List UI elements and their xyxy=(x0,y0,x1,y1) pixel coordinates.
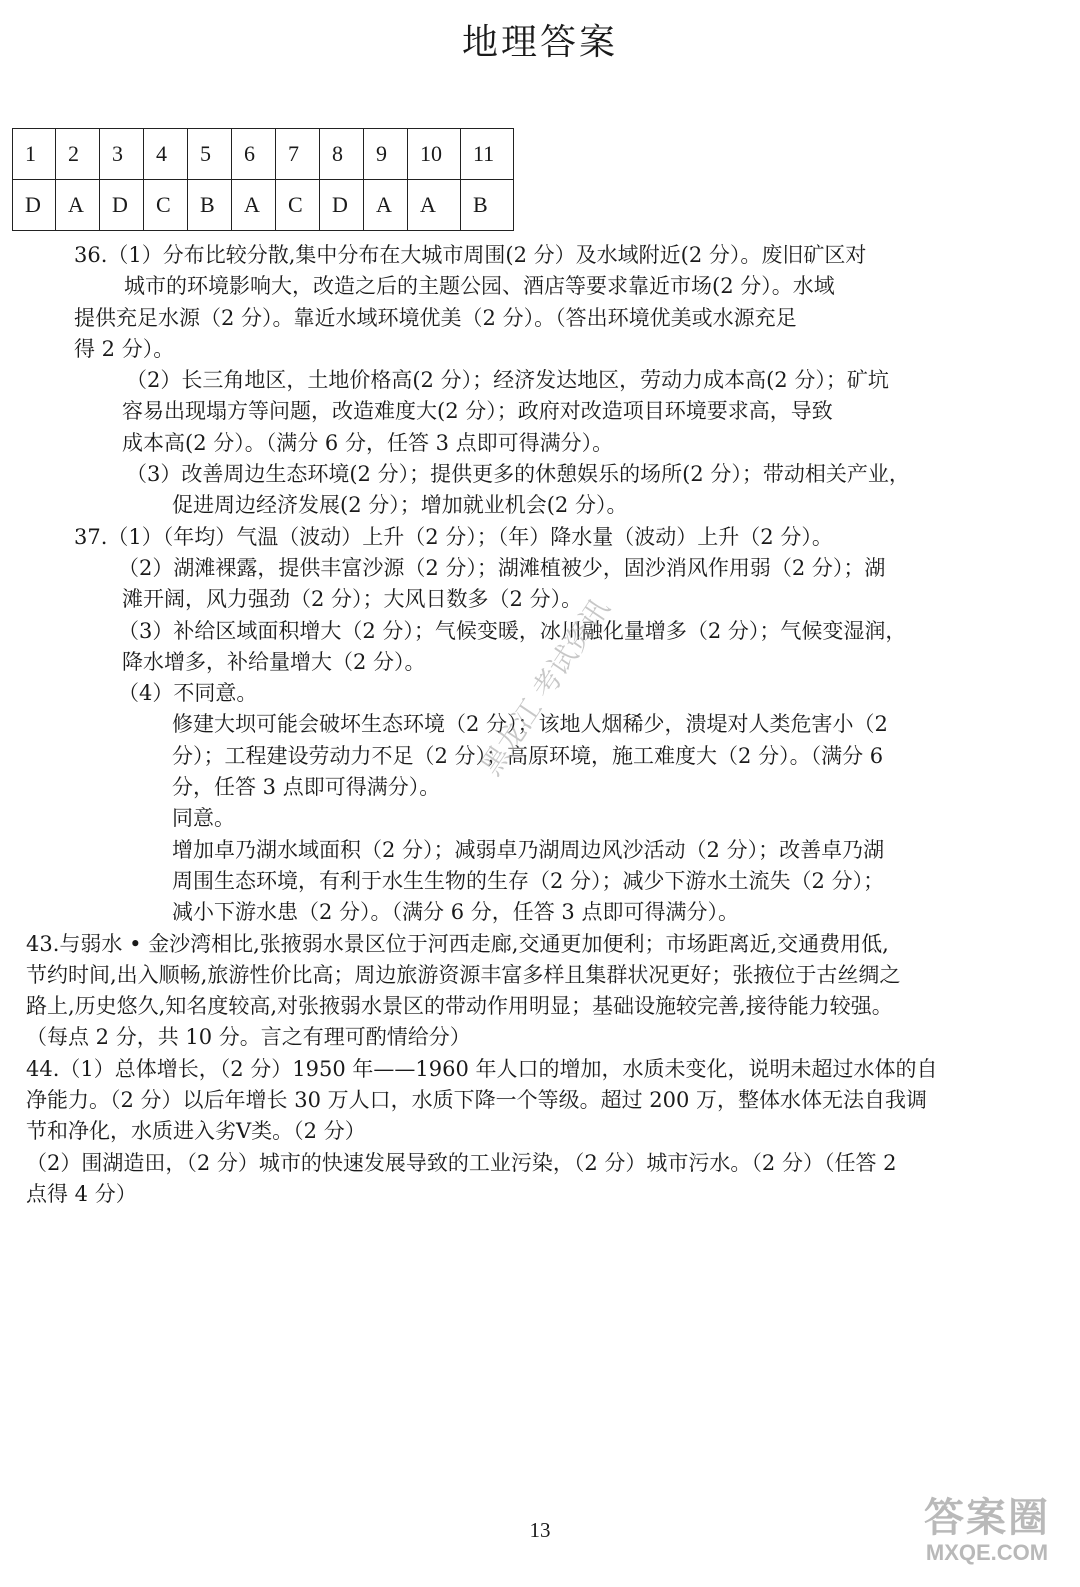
question-number-cell: 4 xyxy=(144,129,188,180)
question-number-cell: 7 xyxy=(276,129,320,180)
text-line: 37.（1）（年均）气温（波动）上升（2 分）；（年）降水量（波动）上升（2 分）。 xyxy=(74,524,833,549)
question-number-cell: 10 xyxy=(408,129,461,180)
answer-cell: A xyxy=(56,180,100,231)
text-line: 36.（1）分布比较分散,集中分布在大城市周围(2 分）及水域附近(2 分）。废旧矿区对 xyxy=(74,243,867,267)
text-line: 修建大坝可能会破坏生态环境（2 分）；该地人烟稀少，溃堤对人类危害小（2 xyxy=(172,712,888,737)
text-line: 滩开阔，风力强劲（2 分）；大风日数多（2 分）。 xyxy=(122,587,583,612)
answer-table-answer-row xyxy=(13,180,514,231)
corner-logo-url: MXQE.COM xyxy=(925,1540,1049,1565)
text-line: 分）；工程建设劳动力不足（2 分）；高原环境，施工难度大（2 分）。（满分 6 xyxy=(172,743,884,768)
question-number-cell: 2 xyxy=(56,129,100,180)
text-line: 周围生态环境，有利于水生生物的生存（2 分）；减少下游水土流失（2 分）； xyxy=(172,868,885,893)
question-number-cell: 8 xyxy=(320,129,364,180)
question-number-cell: 3 xyxy=(100,129,144,180)
answer-cell: A xyxy=(232,180,276,231)
text-line: （2）围湖造田，（2 分）城市的快速发展导致的工业污染，（2 分）城市污水。（2 分）（任答 2 xyxy=(26,1150,897,1175)
text-line: 容易出现塌方等问题，改造难度大(2 分）；政府对改造项目环境要求高，导致 xyxy=(122,399,833,424)
answer-cell: C xyxy=(276,180,320,231)
text-line: 降水增多，补给量增大（2 分）。 xyxy=(122,649,426,674)
text-line: 同意。 xyxy=(172,806,235,831)
question-number-cell: 6 xyxy=(232,129,276,180)
answer-cell: D xyxy=(100,180,144,231)
answer-cell: B xyxy=(461,180,514,231)
text-line: （4）不同意。 xyxy=(118,681,258,706)
answer-cell: A xyxy=(364,180,408,231)
text-line: 城市的环境影响大，改造之后的主题公园、酒店等要求靠近市场(2 分）。水域 xyxy=(124,274,835,299)
corner-logo-text: 答案圈 xyxy=(924,1494,1050,1541)
text-line: 节和净化，水质进入劣Ⅴ类。（2 分） xyxy=(26,1119,366,1144)
question-number-cell: 5 xyxy=(188,129,232,180)
text-line: 减小下游水患（2 分）。（满分 6 分，任答 3 点即可得满分）。 xyxy=(172,900,739,925)
answer-cell: A xyxy=(408,180,461,231)
text-line: 促进周边经济发展(2 分）；增加就业机会(2 分）。 xyxy=(172,493,628,518)
text-line: 净能力。（2 分）以后年增长 30 万人口，水质下降一个等级。超过 200 万，整体水体无法自我调 xyxy=(26,1088,928,1113)
text-line: 节约时间,出入顺畅,旅游性价比高；周边旅游资源丰富多样且集群状况更好；张掖位于古丝绸之 xyxy=(26,962,901,987)
text-line: （2）长三角地区，土地价格高(2 分）；经济发达地区，劳动力成本高(2 分）；矿坑 xyxy=(126,368,889,393)
text-line: （每点 2 分，共 10 分。言之有理可酌情给分） xyxy=(26,1025,471,1050)
text-line: （3）补给区域面积增大（2 分）；气候变暖，冰川融化量增多（2 分）；气候变湿润， xyxy=(118,618,907,643)
text-line: 成本高(2 分）。（满分 6 分，任答 3 点即可得满分）。 xyxy=(122,430,614,455)
corner-logo xyxy=(912,1495,1062,1573)
answer-cell: B xyxy=(188,180,232,231)
watermark: 黑龙江 考试资讯 xyxy=(474,592,617,782)
answer-table-number-row xyxy=(13,129,514,180)
answer-cell: D xyxy=(320,180,364,231)
answer-table xyxy=(12,128,514,231)
text-line: 44.（1）总体增长，（2 分）1950 年——1960 年人口的增加，水质未变化，说明未超过水体的自 xyxy=(26,1056,938,1081)
question-number-cell: 1 xyxy=(13,129,56,180)
text-line: 点得 4 分） xyxy=(26,1181,137,1206)
text-line: 分，任答 3 点即可得满分）。 xyxy=(172,775,441,800)
text-line: （2）湖滩裸露，提供丰富沙源（2 分）；湖滩植被少，固沙消风作用弱（2 分）；湖 xyxy=(118,555,886,580)
text-line: 提供充足水源（2 分）。靠近水域环境优美（2 分）。（答出环境优美或水源充足 xyxy=(74,305,797,330)
answer-cell: C xyxy=(144,180,188,231)
text-line: 43.与弱水 • 金沙湾相比,张掖弱水景区位于河西走廊,交通更加便利；市场距离近,交通费用低, xyxy=(26,931,889,956)
answer-cell: D xyxy=(13,180,56,231)
question-number-cell: 11 xyxy=(461,129,514,180)
page-title: 地理答案 xyxy=(461,22,618,63)
text-line: 增加卓乃湖水域面积（2 分）；减弱卓乃湖周边风沙活动（2 分）；改善卓乃湖 xyxy=(172,837,885,862)
text-line: 路上,历史悠久,知名度较高,对张掖弱水景区的带动作用明显；基础设施较完善,接待能力较强。 xyxy=(26,994,893,1019)
text-line: 得 2 分）。 xyxy=(74,336,175,361)
text-line: （3）改善周边生态环境(2 分）；提供更多的休憩娱乐的场所(2 分）；带动相关产业， xyxy=(126,462,910,487)
page-number: 13 xyxy=(529,1518,551,1542)
question-number-cell: 9 xyxy=(364,129,408,180)
